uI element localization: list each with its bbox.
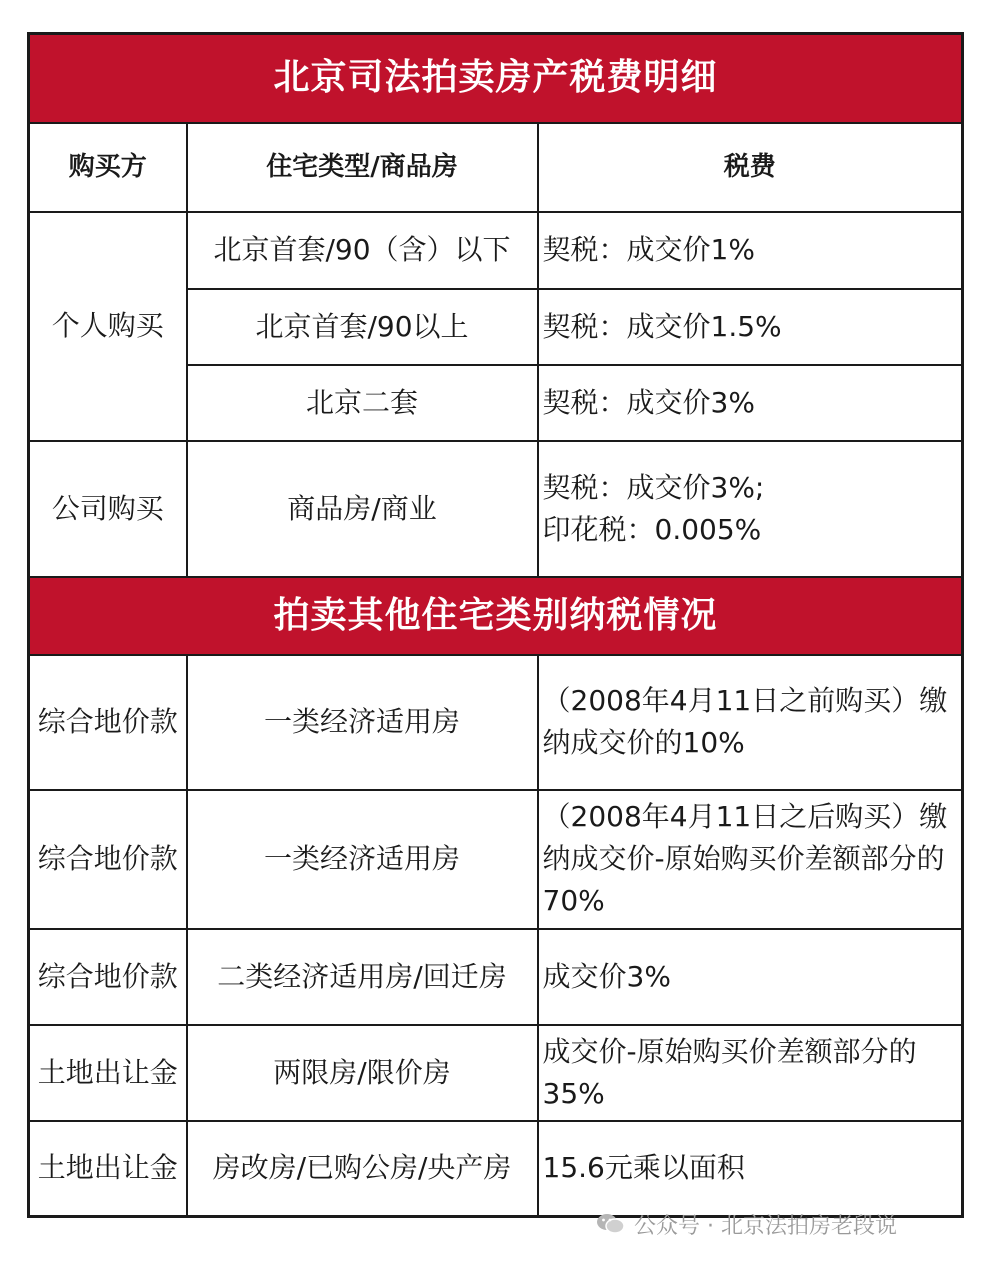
type-cell: 北京二套 — [187, 365, 538, 441]
title-row — [29, 34, 963, 123]
tax-table — [27, 32, 964, 1218]
buyer-cell: 综合地价款 — [29, 929, 187, 1025]
tax-line: 契税：成交价3%; — [542, 470, 765, 504]
table-title: 北京司法拍卖房产税费明细 — [29, 34, 963, 123]
section2-title: 拍卖其他住宅类别纳税情况 — [29, 577, 963, 655]
tax-cell: 15.6元乘以面积 — [538, 1121, 963, 1217]
tax-cell — [538, 441, 963, 577]
wechat-icon — [596, 1212, 626, 1236]
tax-cell: 契税：成交价3% — [538, 365, 963, 441]
header-type: 住宅类型/商品房 — [187, 123, 538, 212]
type-cell: 两限房/限价房 — [187, 1025, 538, 1121]
watermark — [596, 1206, 897, 1242]
header-tax: 税费 — [538, 123, 963, 212]
table-row — [29, 655, 963, 790]
table-row — [29, 790, 963, 929]
type-cell: 北京首套/90（含）以下 — [187, 212, 538, 289]
type-cell: 一类经济适用房 — [187, 655, 538, 790]
individual-buyer-label: 个人购买 — [29, 212, 187, 441]
type-cell: 二类经济适用房/回迁房 — [187, 929, 538, 1025]
type-cell: 房改房/已购公房/央产房 — [187, 1121, 538, 1217]
company-buyer-label: 公司购买 — [29, 441, 187, 577]
tax-cell: 成交价3% — [538, 929, 963, 1025]
tax-cell: （2008年4月11日之前购买）缴纳成交价的10% — [538, 655, 963, 790]
section2-title-row — [29, 577, 963, 655]
buyer-cell: 综合地价款 — [29, 790, 187, 929]
tax-cell: 契税：成交价1% — [538, 212, 963, 289]
buyer-cell: 土地出让金 — [29, 1025, 187, 1121]
table-row — [29, 441, 963, 577]
type-cell: 商品房/商业 — [187, 441, 538, 577]
table-row — [29, 212, 963, 289]
tax-cell: （2008年4月11日之后购买）缴纳成交价-原始购买价差额部分的70% — [538, 790, 963, 929]
header-buyer: 购买方 — [29, 123, 187, 212]
watermark-text: 公众号 · 北京法拍房老段说 — [634, 1213, 897, 1239]
buyer-cell: 土地出让金 — [29, 1121, 187, 1217]
table-row — [29, 1025, 963, 1121]
tax-cell: 契税：成交价1.5% — [538, 289, 963, 365]
tax-line: 印花税：0.005% — [542, 512, 762, 546]
header-row — [29, 123, 963, 212]
table-row — [29, 929, 963, 1025]
table-row — [29, 1121, 963, 1217]
type-cell: 北京首套/90以上 — [187, 289, 538, 365]
type-cell: 一类经济适用房 — [187, 790, 538, 929]
tax-cell: 成交价-原始购买价差额部分的35% — [538, 1025, 963, 1121]
buyer-cell: 综合地价款 — [29, 655, 187, 790]
